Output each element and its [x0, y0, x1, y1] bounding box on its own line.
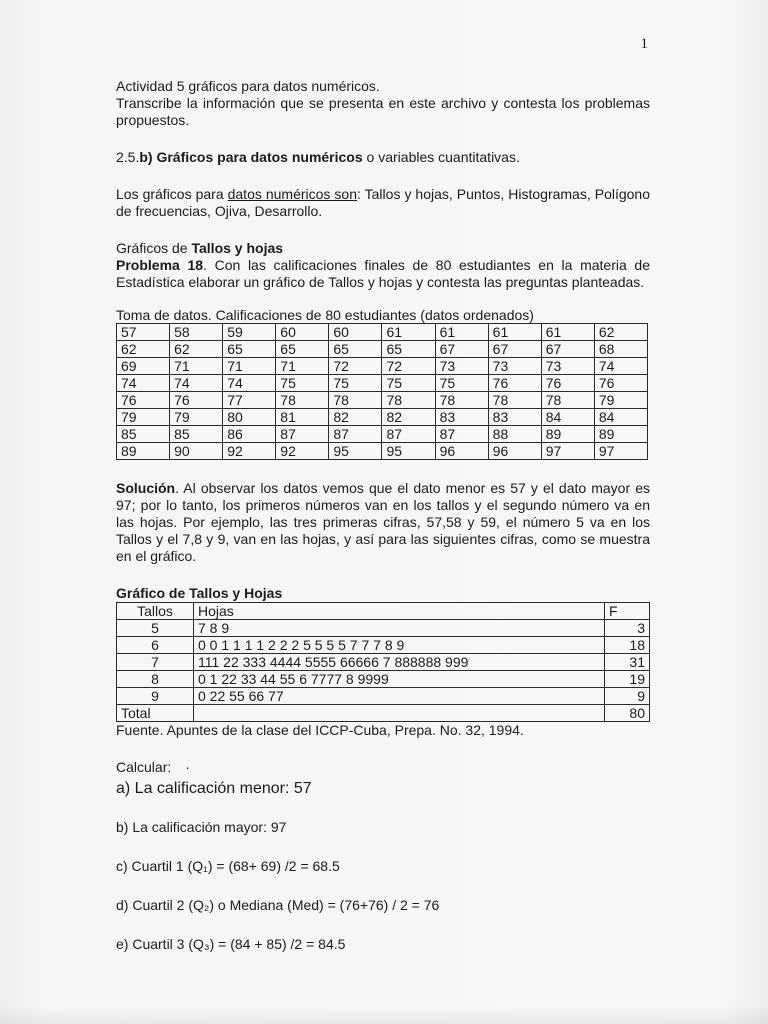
stem-row: [117, 654, 650, 671]
data-cell: 88: [488, 426, 541, 443]
data-cell: 65: [329, 341, 382, 358]
data-cell: 62: [594, 324, 647, 341]
data-cell: 82: [329, 409, 382, 426]
data-row: [117, 392, 648, 409]
problem-label: Problema 18: [116, 257, 204, 273]
frequency-cell: 9: [605, 688, 650, 705]
data-cell: 76: [488, 375, 541, 392]
data-cell: 67: [435, 341, 488, 358]
data-cell: 78: [541, 392, 594, 409]
source-note: Fuente. Apuntes de la clase del ICCP-Cuba, Prepa. No. 32, 1994.: [116, 722, 524, 738]
data-cell: 90: [170, 443, 223, 460]
header-tallos: Tallos: [117, 603, 194, 620]
data-cell: 89: [117, 443, 170, 460]
stem-row: [117, 671, 650, 688]
data-cell: 61: [435, 324, 488, 341]
leaves-cell: 0 22 55 66 77: [194, 688, 605, 705]
data-cell: 73: [541, 358, 594, 375]
stem-cell: 6: [117, 637, 194, 654]
data-cell: 72: [382, 358, 435, 375]
grades-data-table: [116, 323, 648, 460]
calc-a: a) La calificación menor: 57: [116, 780, 312, 797]
data-table-caption: Toma de datos. Calificaciones de 80 estudiantes (datos ordenados): [116, 307, 534, 323]
solution-label: Solución: [116, 480, 176, 496]
data-cell: 89: [594, 426, 647, 443]
data-cell: 60: [276, 324, 329, 341]
stem-row: [117, 620, 650, 637]
intro-underlined: datos numéricos son: [227, 186, 358, 202]
stem-cell: 7: [117, 654, 194, 671]
data-row: [117, 341, 648, 358]
data-cell: 73: [488, 358, 541, 375]
data-cell: 92: [276, 443, 329, 460]
stem-cell: 8: [117, 671, 194, 688]
section-prefix: 2.5.: [116, 149, 140, 165]
data-cell: 76: [170, 392, 223, 409]
problem-paragraph: [116, 257, 650, 291]
intro-paragraph: [116, 186, 650, 220]
stem-total-row: [117, 705, 650, 722]
intro-pre: Los gráficos para: [116, 186, 228, 202]
total-empty: [194, 705, 605, 722]
data-cell: 67: [541, 341, 594, 358]
data-cell: 85: [117, 426, 170, 443]
document-content: [116, 78, 650, 953]
data-cell: 83: [488, 409, 541, 426]
data-row: [117, 409, 648, 426]
leaves-cell: 0 0 1 1 1 1 2 2 2 5 5 5 5 7 7 7 8 9: [194, 637, 605, 654]
data-cell: 74: [170, 375, 223, 392]
data-cell: 78: [435, 392, 488, 409]
data-cell: 71: [170, 358, 223, 375]
data-cell: 87: [276, 426, 329, 443]
stem-row: [117, 688, 650, 705]
data-cell: 78: [488, 392, 541, 409]
data-cell: 65: [223, 341, 276, 358]
data-cell: 61: [382, 324, 435, 341]
section-bold: b) Gráficos para datos numéricos: [139, 149, 363, 165]
data-cell: 71: [276, 358, 329, 375]
leaves-cell: 7 8 9: [194, 620, 605, 637]
stem-heading-bold: Tallos y hojas: [191, 240, 284, 256]
calc-c: c) Cuartil 1 (Q₁) = (68+ 69) /2 = 68.5: [116, 858, 340, 874]
solution-text: . Al observar los datos vemos que el dato menor es 57 y el dato mayor es 97; por lo tanto, los primeros números van en los tallos y el segundo número va en las hojas. Por ejemplo, las tres primeras cifras, 57,58 y 59, el número 5 va en los Tallos y el 7,8 y 9, van en las hojas, y así para las siguientes cifras, como se muestra en el gráfico.: [116, 480, 650, 564]
section-rest: o variables cuantitativas.: [362, 149, 520, 165]
stem-heading-pre: Gráficos de: [116, 240, 192, 256]
data-row: [117, 426, 648, 443]
data-cell: 65: [276, 341, 329, 358]
data-cell: 73: [435, 358, 488, 375]
data-cell: 58: [170, 324, 223, 341]
solution-paragraph: [116, 480, 650, 565]
intro-post: : Tallos y hojas, Puntos, Histogramas, Polígono de frecuencias, Ojiva, Desarrollo.: [116, 186, 650, 219]
data-cell: 68: [594, 341, 647, 358]
data-cell: 65: [382, 341, 435, 358]
data-cell: 97: [594, 443, 647, 460]
data-row: [117, 324, 648, 341]
data-cell: 80: [223, 409, 276, 426]
calc-d: d) Cuartil 2 (Q₂) o Mediana (Med) = (76+76) / 2 = 76: [116, 897, 440, 913]
data-row: [117, 375, 648, 392]
data-cell: 71: [223, 358, 276, 375]
calc-label: Calcular: ·: [116, 759, 190, 775]
data-cell: 60: [329, 324, 382, 341]
stem-cell: 5: [117, 620, 194, 637]
data-cell: 59: [223, 324, 276, 341]
data-cell: 57: [117, 324, 170, 341]
data-cell: 87: [382, 426, 435, 443]
section-heading: [116, 149, 650, 166]
data-cell: 83: [435, 409, 488, 426]
data-cell: 76: [541, 375, 594, 392]
data-cell: 92: [223, 443, 276, 460]
data-row: [117, 358, 648, 375]
data-cell: 79: [170, 409, 223, 426]
data-cell: 95: [382, 443, 435, 460]
data-cell: 79: [117, 409, 170, 426]
frequency-cell: 31: [605, 654, 650, 671]
stem-cell: 9: [117, 688, 194, 705]
data-cell: 82: [382, 409, 435, 426]
total-value: 80: [605, 705, 650, 722]
activity-title: Actividad 5 gráficos para datos numéricos.: [116, 78, 380, 94]
data-cell: 61: [541, 324, 594, 341]
data-cell: 76: [117, 392, 170, 409]
data-cell: 75: [435, 375, 488, 392]
data-cell: 74: [223, 375, 276, 392]
stem-header-row: [117, 603, 650, 620]
calc-b: b) La calificación mayor: 97: [116, 819, 287, 835]
data-cell: 61: [488, 324, 541, 341]
data-cell: 75: [382, 375, 435, 392]
data-cell: 72: [329, 358, 382, 375]
header-f: F: [605, 603, 650, 620]
problem-text: . Con las calificaciones finales de 80 estudiantes en la materia de Estadística elaborar un gráfico de Tallos y hojas y contesta las preguntas planteadas.: [116, 257, 651, 290]
stem-row: [117, 637, 650, 654]
data-cell: 87: [435, 426, 488, 443]
leaves-cell: 0 1 22 33 44 55 6 7777 8 9999: [194, 671, 605, 688]
data-cell: 86: [223, 426, 276, 443]
data-cell: 62: [117, 341, 170, 358]
frequency-cell: 3: [605, 620, 650, 637]
data-cell: 78: [276, 392, 329, 409]
instruction-text: Transcribe la información que se presenta en este archivo y contesta los problemas propuestos.: [116, 95, 650, 128]
data-cell: 74: [594, 358, 647, 375]
data-cell: 87: [329, 426, 382, 443]
data-cell: 67: [488, 341, 541, 358]
data-cell: 84: [594, 409, 647, 426]
data-cell: 75: [329, 375, 382, 392]
header-hojas: Hojas: [194, 603, 605, 620]
data-row: [117, 443, 648, 460]
data-cell: 79: [594, 392, 647, 409]
data-cell: 96: [435, 443, 488, 460]
data-cell: 85: [170, 426, 223, 443]
leaves-cell: 111 22 333 4444 5555 66666 7 888888 999: [194, 654, 605, 671]
page-number: 1: [640, 36, 648, 52]
data-cell: 76: [594, 375, 647, 392]
data-cell: 81: [276, 409, 329, 426]
stem-leaf-table: [116, 602, 650, 722]
data-cell: 95: [329, 443, 382, 460]
data-cell: 74: [117, 375, 170, 392]
data-cell: 96: [488, 443, 541, 460]
data-cell: 78: [382, 392, 435, 409]
page-bottom-edge: [0, 1006, 768, 1024]
data-cell: 97: [541, 443, 594, 460]
data-cell: 78: [329, 392, 382, 409]
total-label: Total: [117, 705, 194, 722]
data-cell: 62: [170, 341, 223, 358]
calc-e: e) Cuartil 3 (Q₃) = (84 + 85) /2 = 84.5: [116, 936, 346, 952]
data-cell: 75: [276, 375, 329, 392]
data-cell: 77: [223, 392, 276, 409]
data-cell: 69: [117, 358, 170, 375]
frequency-cell: 19: [605, 671, 650, 688]
stem-table-title: Gráfico de Tallos y Hojas: [116, 585, 283, 601]
frequency-cell: 18: [605, 637, 650, 654]
stem-heading: [116, 240, 650, 257]
data-cell: 89: [541, 426, 594, 443]
data-cell: 84: [541, 409, 594, 426]
